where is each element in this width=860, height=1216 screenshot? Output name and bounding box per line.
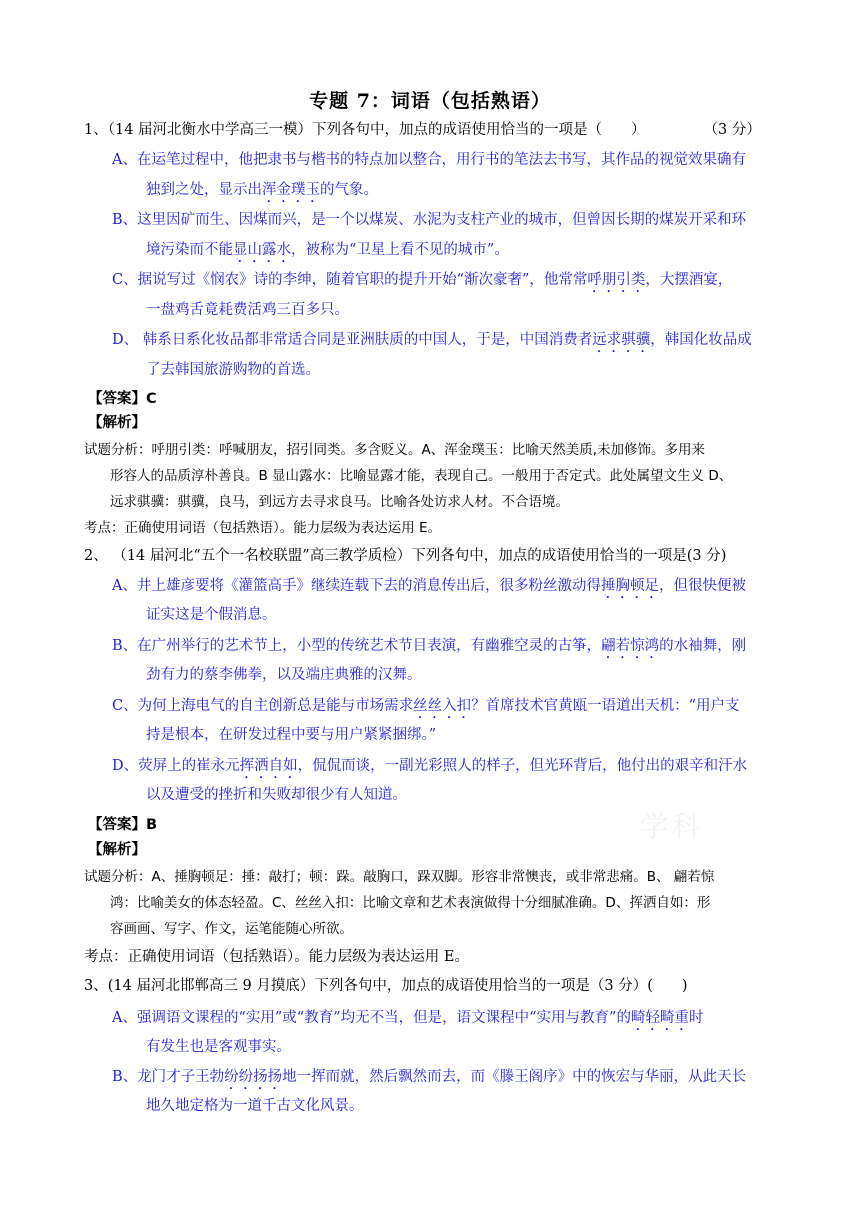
q2-dotted-idiom-d: 挥洒自如: [239, 758, 298, 774]
q3-option-b-line2: 地久地定格为一道千古文化风景。: [146, 1098, 364, 1114]
q1-dotted-idiom-a: 浑金璞玉: [262, 182, 320, 198]
q1-option-a-line2: 独到之处，显示出浑金璞玉的气象。: [146, 182, 378, 198]
q3-option-a-line2: 有发生也是客观事实。: [146, 1039, 291, 1055]
q2-stem: 2、 （14 届河北“五个一名校联盟”高三教学质检）下列各句中，加点的成语使用恰当的一项是(3 分): [84, 548, 727, 564]
q1-option-a-line1: A、在运笔过程中，他把隶书与楷书的特点加以整合，用行书的笔法去书写，其作品的视觉效果确有: [112, 152, 746, 168]
q2-dotted-idiom-b: 翩若惊鸿: [601, 638, 660, 654]
q2-answer: 【答案】B: [88, 817, 158, 833]
q1-option-d-line1: D、 韩系日系化妆品都非常适合同是亚洲肤质的中国人，于是，中国消费者远求骐骥，韩国化妆品成: [112, 332, 752, 348]
q1-answer: 【答案】C: [88, 391, 157, 407]
q2-analysis-label: 【解析】: [88, 842, 146, 858]
q1-dotted-idiom-c: 呼朋引类: [587, 272, 646, 288]
q2-analysis-line3: 容画画、写字、作文，运笔能随心所欲。: [110, 921, 353, 937]
q2-kaodian: 考点：正确使用词语（包括熟语）。能力层级为表达运用 E。: [84, 949, 469, 965]
q3-dotted-idiom-a: 畸轻畸重: [630, 1010, 689, 1026]
watermark: 学科: [640, 810, 705, 843]
q2-option-a-line2: 证实这是个假消息。: [146, 607, 277, 623]
q3-dotted-idiom-b: 纷纷扬扬: [224, 1069, 283, 1085]
q2-dotted-idiom-c: 丝丝入扣: [413, 698, 472, 714]
q2-analysis-line1: 试题分析：A、捶胸顿足：捶：敲打；顿：跺。敲胸口，跺双脚。形容非常懊丧，或非常悲痛。B、 翩若惊: [84, 869, 715, 885]
q1-stem: 1、（14 届河北衡水中学高三一模）下列各句中，加点的成语使用恰当的一项是（ ） （3 分）: [84, 122, 761, 138]
q2-option-d-line2: 以及遭受的挫折和失败却很少有人知道。: [146, 787, 407, 803]
q2-option-c-line1: C、为何上海电气的自主创新总是能与市场需求丝丝入扣？首席技术官黄瓯一语道出天机：“用户支: [112, 698, 740, 714]
q1-option-c-line1: C、据说写过《悯农》诗的李绅，随着官职的提升开始“渐次豪奢”，他常常呼朋引类，大摆酒宴，: [112, 272, 733, 288]
q2-option-b-line1: B、在广州举行的艺术节上，小型的传统艺术节目表演，有幽雅空灵的古筝，翩若惊鸿的水袖舞，刚: [112, 638, 747, 654]
q3-option-a-line1: A、强调语文课程的“实用”或“教育”均无不当，但是，语文课程中“实用与教育”的畸轻畸重时: [112, 1010, 704, 1026]
q2-analysis-line2: 鸿：比喻美女的体态轻盈。C、丝丝入扣：比喻文章和艺术表演做得十分细腻准确。D、挥洒自如：形: [110, 895, 711, 911]
q1-option-b-line2: 境污染而不能显山露水，被称为“卫星上看不见的城市”。: [146, 242, 509, 258]
q2-option-c-line2: 持是根本，在研发过程中要与用户紧紧捆绑。”: [146, 727, 437, 743]
q2-dotted-idiom-a: 捶胸顿足: [600, 578, 659, 594]
q1-analysis-line2: 形容人的品质淳朴善良。B 显山露水：比喻显露才能，表现自己。一般用于否定式。此处属望文生义 D、: [110, 468, 733, 484]
q1-dotted-idiom-d: 远求骐骥: [592, 332, 651, 348]
q1-option-b-line1: B、这里因矿而生、因煤而兴，是一个以煤炭、水泥为支柱产业的城市，但曾因长期的煤炭开采和环: [112, 212, 747, 228]
q3-option-b-line1: B、龙门才子王勃纷纷扬扬地一挥而就，然后飘然而去，而《滕王阁序》中的恢宏与华丽，从此天长: [112, 1069, 747, 1085]
q1-option-c-line2: 一盘鸡舌竟耗费活鸡三百多只。: [146, 302, 349, 318]
page-title: 专题 7：词语（包括熟语）: [309, 90, 551, 112]
q2-option-b-line2: 劲有力的蔡李佛拳，以及端庄典雅的汉舞。: [146, 667, 422, 683]
q3-stem: 3、(14 届河北邯郸高三 9 月摸底）下列各句中，加点的成语使用恰当的一项是（3 分）( ): [84, 978, 688, 994]
q1-kaodian: 考点：正确使用词语（包括熟语）。能力层级为表达运用 E。: [84, 520, 442, 536]
q1-analysis-label: 【解析】: [88, 415, 146, 431]
q1-dotted-idiom-b: 显山露水: [233, 242, 291, 258]
q2-option-d-line1: D、荧屏上的崔永元挥洒自如，侃侃而谈，一副光彩照人的样子，但光环背后，他付出的艰辛和汗水: [112, 758, 748, 774]
q1-analysis-line1: 试题分析：呼朋引类：呼喊朋友，招引同类。多含贬义。A、浑金璞玉：比喻天然美质,未加修饰。多用来: [84, 442, 706, 458]
q1-analysis-line3: 远求骐骥：骐骥，良马，到远方去寻求良马。比喻各处访求人材。不合语境。: [110, 494, 569, 510]
q2-option-a-line1: A、井上雄彦要将《灌篮高手》继续连载下去的消息传出后，很多粉丝激动得捶胸顿足，但很快便被: [112, 578, 746, 594]
q1-option-d-line2: 了去韩国旅游购物的首选。: [146, 362, 320, 378]
